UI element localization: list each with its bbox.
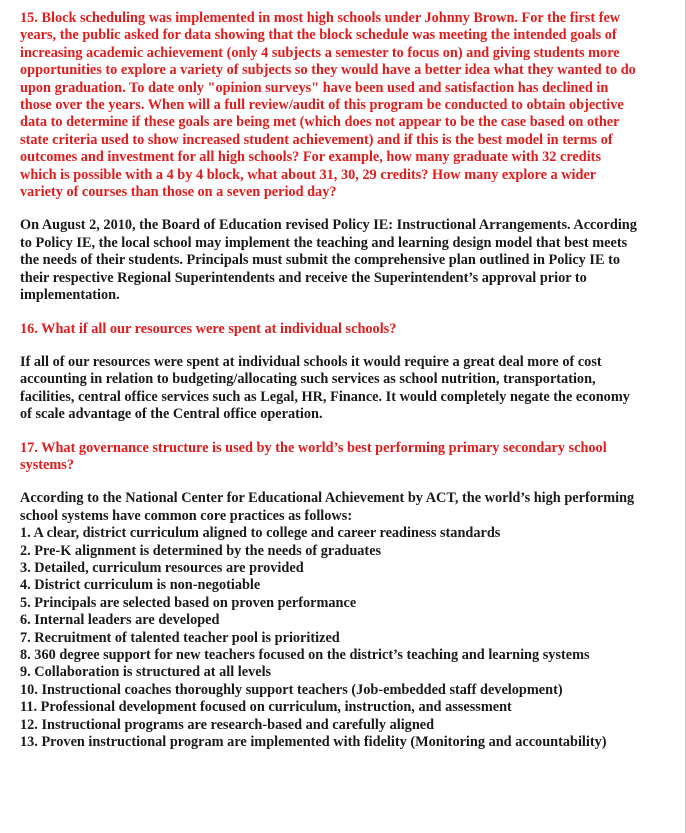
list-item: 5. Principals are selected based on proven performance [20, 594, 357, 611]
list-item: 11. Professional development focused on curriculum, instruction, and assessment [20, 699, 512, 716]
document-content [20, 10, 638, 751]
list-item: 7. Recruitment of talented teacher pool is prioritized [20, 629, 340, 646]
answer-15: On August 2, 2010, the Board of Education revised Policy IE: Instructional Arrangements. According to Policy IE, the local school may implement the teaching and learning design model that best meets the needs of their students. Principals must submit the comprehensive plan outlined in Policy IE to their respective Regional Superintendents and receive the Superintendent’s approval prior to implementation. [20, 217, 637, 304]
list-item: 4. District curriculum is non-negotiable [20, 577, 261, 594]
list-item: 9. Collaboration is structured at all levels [20, 664, 272, 681]
core-practices-list [20, 525, 638, 751]
question-16: 16. What if all our resources were spent at individual schools? [20, 320, 397, 337]
list-item: 12. Instructional programs are research-based and carefully aligned [20, 716, 435, 733]
answer-16: If all of our resources were spent at individual schools it would require a great deal more of cost accounting in relation to budgeting/allocating such services as school nutrition, transportation, facilities, central office services such as Legal, HR, Finance. It would completely negate the economy of scale advantage of the Central office operation. [20, 353, 630, 423]
question-15: 15. Block scheduling was implemented in most high schools under Johnny Brown. For the first few years, the public asked for data showing that the block schedule was meeting the intended goals of increasing academic achievement (only 4 subjects a semester to focus on) and giving students more opportunities to explore a variety of subjects so they would have a better idea what they wanted to do upon graduation. To date only "opinion surveys" have been used and satisfaction has declined in those over the years. When will a full review/audit of this program be conducted to obtain objective data to determine if these goals are being met (which does not appear to be the case based on other state criteria used to show increased student achievement) and if this is the best model in terms of outcomes and investment for all high schools? For example, how many graduate with 32 credits which is possible with a 4 by 4 block, what about 31, 30, 29 credits? How many explore a wider variety of courses than those on a seven period day? [20, 10, 636, 201]
list-item: 6. Internal leaders are developed [20, 612, 220, 629]
list-item: 10. Instructional coaches thoroughly support teachers (Job-embedded staff development) [20, 681, 563, 698]
list-item: 13. Proven instructional program are implemented with fidelity (Monitoring and accountability) [20, 734, 607, 751]
list-item: 3. Detailed, curriculum resources are provided [20, 559, 304, 576]
list-item: 8. 360 degree support for new teachers focused on the district’s teaching and learning systems [20, 647, 590, 663]
answer-17-intro: According to the National Center for Educational Achievement by ACT, the world’s high performing school systems have common core practices as follows: [20, 490, 635, 524]
question-17: 17. What governance structure is used by the world’s best performing primary secondary school systems? [20, 439, 607, 473]
list-item: 2. Pre-K alignment is determined by the needs of graduates [20, 542, 382, 559]
list-item: 1. A clear, district curriculum aligned to college and career readiness standards [20, 525, 501, 542]
